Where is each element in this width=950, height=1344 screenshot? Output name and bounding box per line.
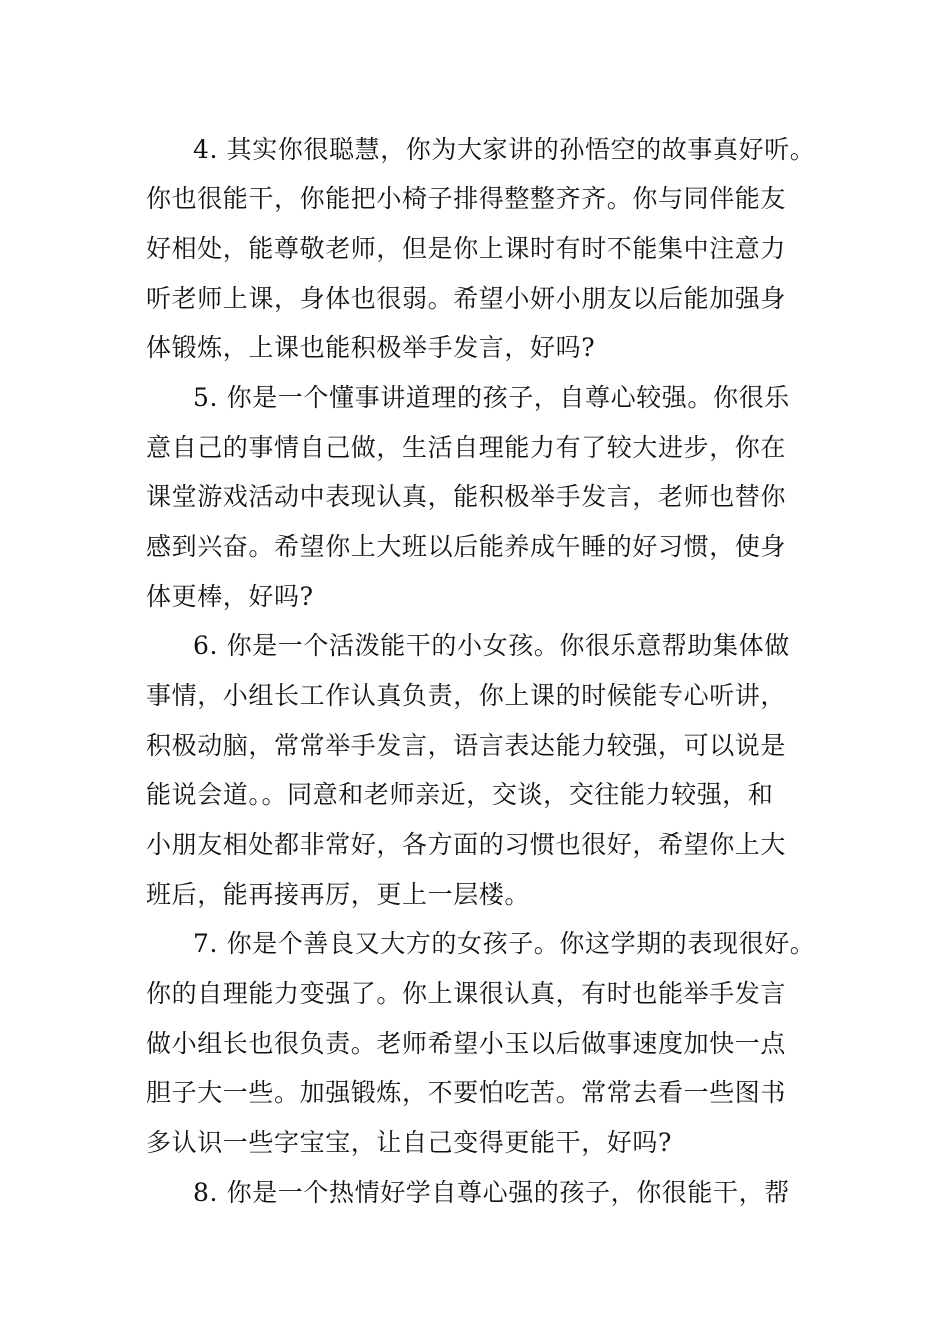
text-line: 8. 你是一个热情好学自尊心强的孩子，你很能干，帮 — [193, 1178, 790, 1207]
text-line: 你也很能干，你能把小椅子排得整整齐齐。你与同伴能友 — [146, 184, 787, 213]
text-line: 6. 你是一个活泼能干的小女孩。你很乐意帮助集体做 — [193, 631, 790, 660]
text-line: 感到兴奋。希望你上大班以后能养成午睡的好习惯，使身 — [146, 532, 787, 561]
text-line: 课堂游戏活动中表现认真，能积极举手发言，老师也替你 — [146, 482, 787, 511]
text-line: 好相处，能尊敬老师，但是你上课时有时不能集中注意力 — [146, 234, 787, 263]
text-line: 能说会道。。同意和老师亲近，交谈，交往能力较强，和 — [146, 780, 774, 809]
text-line: 体更棒，好吗? — [146, 582, 314, 611]
text-line: 你的自理能力变强了。你上课很认真，有时也能举手发言 — [146, 979, 787, 1008]
text-line: 5. 你是一个懂事讲道理的孩子，自尊心较强。你很乐 — [193, 383, 790, 412]
text-line: 7. 你是个善良又大方的女孩子。你这学期的表现很好。 — [193, 929, 816, 958]
text-line: 事情，小组长工作认真负责，你上课的时候能专心听讲， — [146, 681, 787, 710]
text-line: 体锻炼，上课也能积极举手发言，好吗? — [146, 333, 596, 362]
text-line: 做小组长也很负责。老师希望小玉以后做事速度加快一点 — [146, 1029, 787, 1058]
text-line: 胆子大一些。加强锻炼，不要怕吃苦。常常去看一些图书 — [146, 1078, 787, 1107]
text-line: 积极动脑，常常举手发言，语言表达能力较强，可以说是 — [146, 731, 787, 760]
text-line: 小朋友相处都非常好，各方面的习惯也很好，希望你上大 — [146, 830, 787, 859]
text-line: 班后，能再接再厉，更上一层楼。 — [146, 880, 531, 909]
text-line: 意自己的事情自己做，生活自理能力有了较大进步，你在 — [146, 433, 787, 462]
text-line: 听老师上课，身体也很弱。希望小妍小朋友以后能加强身 — [146, 284, 787, 313]
text-line: 多认识一些字宝宝，让自己变得更能干，好吗? — [146, 1128, 673, 1157]
text-line: 4. 其实你很聪慧，你为大家讲的孙悟空的故事真好听。 — [193, 135, 816, 164]
